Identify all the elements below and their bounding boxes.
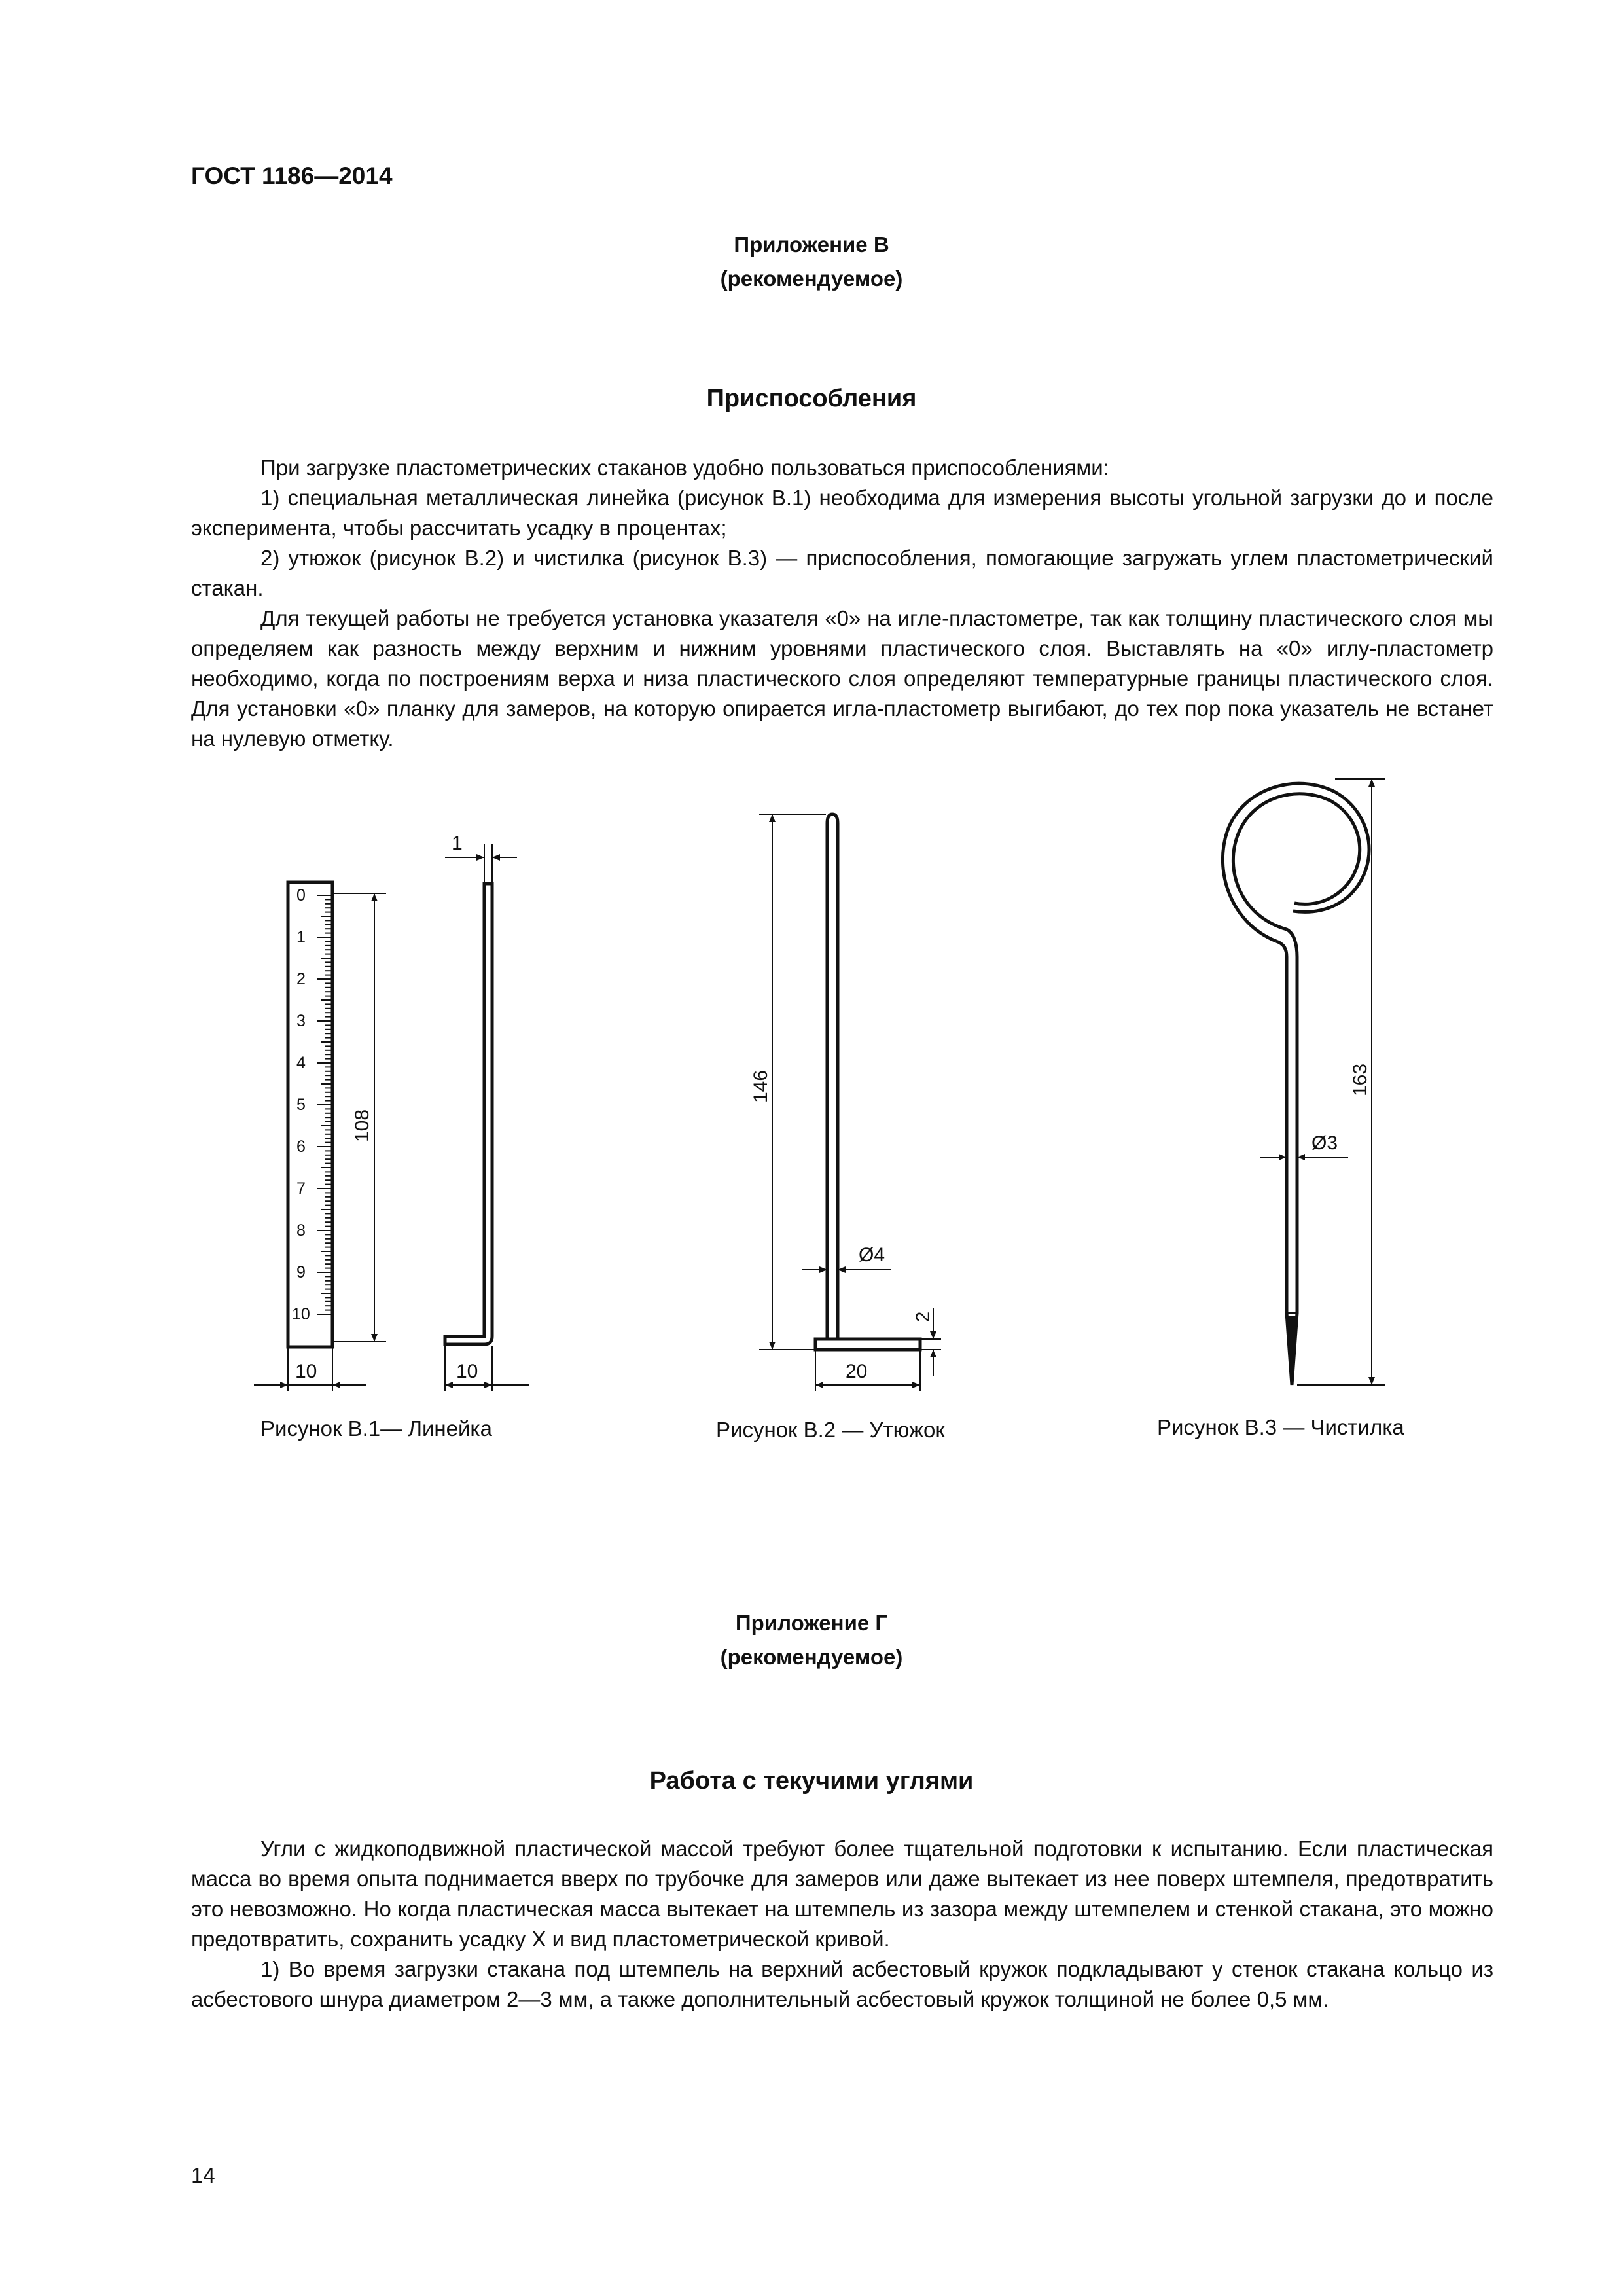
scale-label: 0: [296, 886, 306, 905]
ruler-scale: [317, 895, 331, 1314]
annex-b-body: [191, 453, 1493, 754]
cleaner-ring-inner: [1233, 794, 1359, 929]
annex-b-status: (рекомендуемое): [720, 266, 903, 291]
cleaner-figure: [1222, 779, 1385, 1385]
scale-label: 1: [296, 928, 306, 946]
paragraph: 2) утюжок (рисунок В.2) и чистилка (рисунок В.3) — приспособления, помогающие загружать углем пластометрический стакан.: [191, 546, 1493, 600]
figure-b1-caption: Рисунок В.1— Линейка: [260, 1416, 492, 1441]
dim-diameter-label: Ø4: [859, 1244, 885, 1266]
scale-label: 8: [296, 1221, 306, 1240]
document-code: ГОСТ 1186—2014: [191, 162, 393, 189]
scale-label: 6: [296, 1138, 306, 1156]
paragraph: Угли с жидкоподвижной пластической массой требуют более тщательной подготовки к испытанию. Если пластическая масса во время опыта поднимается вверх по трубочке для замеров или даже вытекает из нее поверх штемпеля, предотвратить это невозможно. Но когда пластическая масса вытекает на штемпель из зазора между штемпелем и стенкой стакана, это можно предотвратить, сохранить усадку X и вид пластометрической кривой.: [191, 1837, 1493, 1951]
ruler-scale-labels: [292, 886, 310, 1323]
page-number: 14: [191, 2163, 215, 2187]
annex-b-section-title: Приспособления: [706, 385, 917, 412]
dim-plate-thickness-label: 2: [912, 1311, 934, 1323]
dim-thickness-label: 1: [452, 833, 463, 854]
figures-drawing: [0, 753, 1623, 1473]
scale-label: 7: [296, 1179, 306, 1198]
paragraph: При загрузке пластометрических стаканов удобно пользоваться приспособлениями:: [260, 456, 1109, 480]
annex-b-title: Приложение В: [734, 232, 889, 257]
scale-label: 3: [296, 1012, 306, 1030]
dim-foot-label: 10: [456, 1361, 478, 1382]
dim-diameter-label: Ø3: [1311, 1132, 1338, 1154]
dim-width-label: 10: [295, 1361, 317, 1382]
paragraph: 1) специальная металлическая линейка (рисунок В.1) необходима для измерения высоты угольной загрузки до и после эксперимента, чтобы рассчитать усадку в процентах;: [191, 486, 1493, 540]
scale-label: 5: [296, 1096, 306, 1114]
iron-plate: [815, 1339, 920, 1350]
iron-rod: [827, 814, 838, 1339]
cleaner-ring-outer: [1222, 783, 1369, 941]
dim-height-label: 146: [750, 1069, 772, 1103]
figure-b3-caption: Рисунок В.3 — Чистилка: [1157, 1415, 1404, 1439]
ruler-figure: [254, 833, 529, 1391]
annex-g-section-title: Работа с текучими углями: [649, 1767, 974, 1795]
scale-label: 10: [292, 1305, 310, 1323]
scale-label: 4: [296, 1054, 306, 1072]
dim-plate-width-label: 20: [846, 1361, 868, 1382]
paragraph: 1) Во время загрузки стакана под штемпель на верхний асбестовый кружок подкладывают у стенок стакана кольцо из асбестового шнура диаметром 2—3 мм, а также дополнительный асбестовый кружок толщиной не более 0,5 мм.: [191, 1957, 1493, 2011]
iron-figure: [750, 814, 941, 1391]
dim-length-label: 108: [351, 1109, 373, 1143]
ruler-side-view: [445, 884, 492, 1344]
scale-label: 2: [296, 970, 306, 988]
annex-g-status: (рекомендуемое): [720, 1645, 903, 1669]
scale-label: 9: [296, 1263, 306, 1282]
annex-g-title: Приложение Г: [735, 1611, 888, 1635]
annex-g-body: [191, 1834, 1493, 2015]
dim-height-label: 163: [1349, 1063, 1371, 1097]
ruler-outline: [288, 882, 332, 1347]
paragraph: Для текущей работы не требуется установка указателя «0» на игле-пластометре, так как толщину пластического слоя мы определяем как разность между верхним и нижним уровнями пластического слоя. Выставлять на «0» иглу-пластометр необходимо, когда по построениям верха и низа пластического слоя определяют температурные границы пластического слоя. Для установки «0» планку для замеров, на которую опирается игла-пластометр выгибают, до тех пор пока указатель не встанет на нулевую отметку.: [191, 606, 1493, 751]
figure-b2-caption: Рисунок В.2 — Утюжок: [716, 1418, 945, 1442]
